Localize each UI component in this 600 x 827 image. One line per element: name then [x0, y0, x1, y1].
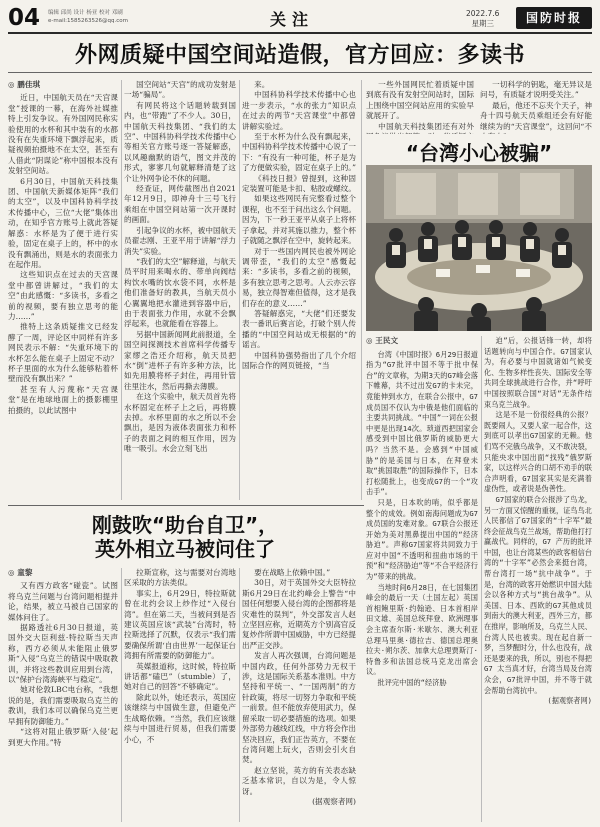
- paragraph: 事实上，6月29日，特拉斯就曾在北约会议上炒作过“入侵台湾”。但在第二天，当被问到是否建议英国应该“武装”台湾时，特拉斯选择了沉默，仅表示“我们需要确保所谓‘自由世界’一起保证台湾拥有所需要的防御能力”。: [124, 588, 236, 661]
- paragraph: 除此以外，她还表示，英国应该继续与中国做生意，但避免产生战略依赖。“当然，我们应该继续与中国进行贸易，但我们需要小心，不: [124, 692, 236, 744]
- editor-line: 编辑 邱尚 设计 杨亚 校对 邓刷: [48, 10, 123, 16]
- article1-column-3: [242, 80, 356, 500]
- paragraph: 要在战略上依赖中国。”: [254, 568, 331, 577]
- column-divider: [239, 568, 240, 822]
- paragraph: 最后，他还不忘夹个天子，神舟十四号航天员乘组还会有好能继续为的“天宫课堂”，这回问“不: [480, 100, 592, 131]
- article1-col5-body: [480, 80, 592, 134]
- paragraph: 这是不是一份很经典的公报？既要闹人，又要人家一起合作，这到底可以孝出G7国家的无赖。他们骂不完俄乌战争，又不敢决裂，只能央求中国出面“找残”俄罗斯家，以这样兴合的口胡不劝手的联合声明看，G7国家其实是充满着虚伪性，或者说是伪善性。: [484, 410, 592, 494]
- article3-col3-body: [242, 568, 356, 797]
- issue-date: 2022.7.6: [466, 9, 500, 18]
- article3-headline: [10, 513, 360, 561]
- article2-right-body: [484, 336, 592, 696]
- paragraph: “我们的太空”解释道，与航天员平时用来喝水的、带单向阀结构饮水嘴的饮水袋不同，水杯是他们准备好的教具，当航天员小心翼翼地把水灌进到容器中后，由于表面张力作用，水就不会飘浮起来，也就能看在容器上。: [124, 256, 236, 329]
- g7-summit-photo: [366, 165, 592, 331]
- paragraph: 对于一些国内网民也被外网论调带歪，“我们的太空”感慨起来：“多读书，多看之前的视频，多有独立思考之思考。人云亦云容易，独立得智难但值得，这才是我们存在的意义……”: [242, 246, 356, 308]
- paragraph: 近日，中国航天员在“天宫课堂”授课的一幕，在海外社媒推特上引发争议。有外国网民称实验使用的水杯和其中装有的水都没有在失重环境下飘浮起来，质疑视频拍摄地不在太空，甚至有人借此“阴谋论”称中国根本没有发射空间站。: [8, 93, 118, 176]
- paragraph: 答疑解惑完，“大佬”们还要发表一番讯后赛言论，打破个别人传播的“中国空间站成无根据的“的谣言。: [242, 308, 356, 350]
- article1-col1-body: [8, 93, 118, 416]
- article1-col2-body: [124, 80, 236, 455]
- paragraph: 6月30日，中国航天科技集团、中国航天新媒体矩阵“我们的太空”，以及中国科协科学技术传播中心，三位“大佬”集体出动，在知乎官方账号上就此答疑解惑：水杯是为了便于进行实验，固定在桌子上的，杯中的水没有飘涌出，则是水的表面张力在起作用。: [8, 176, 118, 269]
- paragraph: 中国航天科技集团还有对外: [378, 121, 474, 131]
- paragraph: 《科技日报》曾提到，这种固定装置可能是卡扣、粘胶或螺纹。: [242, 173, 356, 194]
- article3-col2-body: [124, 568, 236, 745]
- article3-column-1: [8, 568, 118, 822]
- article-divider: [8, 505, 364, 506]
- article1-col3-body: [242, 80, 356, 371]
- article1-column-2: [124, 80, 236, 500]
- article3-col1-body: [8, 581, 118, 748]
- issue-date-block: [466, 9, 499, 29]
- paragraph: 据路透社6月30日报道，英国外交大臣利兹·特拉斯当天声称，西方必须从未能阻止俄罗斯“入侵”乌克兰的错误中吸取教训，并将这些教训应用到台湾，以“保护台湾海峡平与稳定”。: [8, 623, 118, 685]
- paragraph: 国空间站“天宫”的成功发射是一场“骗局”。: [124, 80, 236, 100]
- paragraph: 批评完中国的“经济胁: [377, 678, 447, 687]
- paragraph: 推特上这条质疑推文已经发酵了一周，评论区中同样有许多网民表示不解：“失重环境下的水杯怎么能在桌子上固定不动？杯子里面的水为什么能够粘着杯壁而没有飘出来？”: [8, 322, 118, 384]
- article3-headline-line1: 刚鼓吹“助台自卫”，: [91, 513, 279, 537]
- paragraph: 来。: [254, 80, 270, 89]
- article1-headline: 外网质疑中国空间站造假，官方回应：多读书: [74, 43, 525, 68]
- paragraph: 在这个实验中，航天员首先将水杯固定在杯子上之后，再将膜去掉。水杯里面的水之所以不会飘出，是因为液体表面张力和杯子的表面之间的相互作用，因为唯一吸引。水会立刻飞出: [124, 392, 236, 454]
- paragraph: 迫”后，公报话锋一转，却将话题转向与中国合作。G7国家认为，有必要与中国就诸如气候变化、生物多样性丧失、国际安全等共同全球挑战进行合作，并“呼吁中国按照联合国“对话”无条件结束乌克兰战争。: [484, 336, 592, 409]
- headline-divider: [8, 72, 592, 73]
- paragraph: 拉斯宣称，这与需要对台湾地区采取的方法类似。: [124, 568, 236, 588]
- article1-column-4: [366, 80, 474, 134]
- column-divider: [481, 336, 482, 822]
- editor-meta: [48, 9, 128, 25]
- masthead: [8, 4, 592, 34]
- article1-column-5: [480, 80, 592, 134]
- paragraph: 又有西方政客“碰瓷”。试图将乌克兰问题与台湾问题相提并论，结果，被立马被自己国家的媒体问住了。: [8, 581, 118, 622]
- paragraph: 一切科学的钥匙，毫无异议是问号，有质疑才说明受关注。”: [480, 80, 592, 100]
- article2-column-left: [366, 336, 478, 822]
- article1-column-1: [8, 80, 118, 500]
- paragraph: 发言人再次强调，台湾问题是中国内政，任何外部势力无权干涉，这是国际关系基本准则。中方坚持和平统一、“一国两制”的方针政策，将尽一切努力争取和平统一前景。但不能放弃使用武力，保留采取一切必要措施的选项。如果外部势力越线红线，中方将会作出坚决回应，我们正告英方，不要在台湾问题上玩火，否则会引火自焚。: [242, 651, 356, 765]
- paragraph: 另据中国新闻网此前报道，全国空间探测技术首席科学传播专家缪之浩还介绍称，航天员把水“倒”进杯子有许多种方法，比如先用膜将杯子封住，再用针管往里注水，然后再撕去薄膜。: [124, 329, 236, 391]
- article3-source: (据观察者网): [312, 796, 356, 806]
- article2-source: (据观察者网): [547, 696, 592, 706]
- article2-byline: ◎ 王民文: [366, 336, 399, 345]
- paragraph: 这些知识点在过去的天宫课堂中都曾讲解过，“我们的太空”由此感慨：“多读书，多看之前的视频，要有独立思考的能力……”: [8, 270, 118, 321]
- paragraph: 30日，对于英国外交大臣特拉斯6月29日在北约峰会上警告“中国任何想要入侵台湾的企图都将是灾难性的误判”，外交部发言人赵立坚回应称，近期英方个别高官反复炒作所谓中国威胁，中方已经提出严正交涉。: [242, 578, 356, 650]
- paragraph: 当地时间6月28日，在七国集团峰会的最后一天（土国左起）英国首相鲍里斯·约翰逊、日本首相岸田文雄、美国总统拜登、欧洲理事会主席查尔斯·米歇尔、澳大利亚总理马里奥·德拉吉、德国总理奥拉夫·朔尔茨、加拿大总理贾斯汀·特鲁多和法国总统马克龙出席会议。: [366, 582, 478, 677]
- paragraph: G7国家的联合公报涉了鸟龙，另一方面又惊醒的重视，证鸟鸟北人民都信了G7国家的“十字军”最终会征战鸟克兰战场，帮助他打打赢战代。同样的，G7 产历的批评中国，也让台湾某些的政客相信台湾的“十字军”必然会来挺台湾，帮台湾打一场“抗中战争”。于是，台湾的政客开始燃识中国大陆会以各种方式与“挑台战争”。从美国、日本、西欧的G7其他成员到南大的澳大利亚，西外三方，都在推岸，影响所及，乌克兰人民、台湾人民也被卖。现在起自新一梦，当梦醒时分，什么也没有，战还是要来的我，所以，别也不得把G7 太当真才好，台湾当局及台湾众会，G7批评中国，并不等于就会帮助台湾抗中。: [484, 494, 592, 695]
- column-divider: [361, 80, 362, 500]
- paragraph: 中国科协强势指出了几个介绍国际合作的网页链接，“当: [242, 350, 356, 370]
- paragraph: 有网民将这个话题转载到国内，也“带跑”了不少人。30日，中国航天科技集团、“我们的太空”、中国科协科学技术传播中心等相关官方账号逐一答疑解惑，以风趣幽默的语气，图文并茂的形式，寥寥几句就解释清楚了这个让外网争论不休的问题。: [124, 100, 236, 183]
- paragraph: 至于水杯为什么没有飘起来，中国科协科学技术传播中心说了一下：“有没有一种可能，杯子是为了方便做实验，固定在桌子上的。”: [242, 132, 356, 173]
- paragraph: 她对伦敦LBC电台称，“我想说的是，我们需要吸取乌克兰的教训，我们本可以确保乌克兰更早拥有防御能力。”: [8, 685, 118, 726]
- paragraph: 甚至有人污蔑称“天宫课堂”是在地球地面上的摄影棚里拍摄的，以此试图中: [8, 384, 118, 415]
- column-divider: [121, 568, 122, 822]
- article3-column-3: [242, 568, 356, 822]
- g7-summit-photo-art: [366, 165, 592, 331]
- article2-column-right: [484, 336, 592, 822]
- paragraph: 中国科协科学技术传播中心也进一步表示，“水的张力”知识点在过去的两节“天宫课堂”中都曾讲解实验过。: [242, 90, 356, 131]
- article3-column-2: [124, 568, 236, 822]
- page-number: 04: [8, 5, 41, 31]
- paragraph: 台湾《中国时报》6月29日报道指为“G7批评中国不等于批中保台”的文章称，为期3天的G7峰会落下帷幕，共不过出发G7的卡未完，竟能伸到水方，在联合公报中，G7成员国不仅认为中俄是他们面临的主要共同挑战。“中国”一词在公报中更是出现14次。琐道西把国家会感受到中国比俄罗斯的威胁更大吗？当然不是。会感到“中国威胁”的是美国与日本，在拜登未取“挑国取胜”的国际操作下，日本打松随批上，也变成G7的一个“攻击手”。: [366, 349, 478, 497]
- article1-byline: ◎ 鹏佳琪: [8, 80, 41, 89]
- paragraph: 赵立坚说，英方的有关表态缺乏基本常识，自以为是，令人惊讶。: [242, 765, 356, 796]
- newspaper-logo: 国防时报: [516, 7, 592, 29]
- article3-byline: ◎ 童黎: [8, 568, 33, 577]
- paragraph: 如果这些网民有完整看过整个课程，也不至于问出这么个问题。因为，下一秒王亚平从桌子上将杯子拿起，并对其施以推力，整个杯子就随之飘浮在空中，旋转起来。: [242, 194, 356, 246]
- article2-headline: “台湾小心被骗”: [405, 141, 553, 165]
- paragraph: 引起争议的水杯，被中国航天员翟志刚、王亚平用于讲解“浮力消失”实验。: [124, 225, 236, 256]
- paragraph: 一些外国网民忙着质疑中国到底有没有发射空间站时，国际上围绕中国空间站应用的实验早就展开了。: [366, 80, 474, 121]
- paragraph: 只是，日本吹的哨，似乎都是整个的成效。例如南海问题成为G7成员国的发难对象。G7联合公报还开始为美对黑鼻提出中国的“经济胁迫”。声称G7国家将共同致力于应对中国“不透明和扭曲市场的干预”和“经济胁迫”等“不合平经济行为”带来的挑战。: [366, 497, 478, 582]
- paragraph: 经查证，网传截图出自2021年12月9日，即神舟十三号飞行乘组在中国空间站第一次开课时的画面。: [124, 184, 236, 225]
- paragraph: 英媒报道称，这时候，特拉斯讲话都“磕巴”（stumble）了，她对自己的回答“不够确定”。: [124, 661, 236, 692]
- article2-left-body: [366, 350, 478, 689]
- editor-email: e-mail:1585263526@qq.com: [48, 18, 128, 24]
- article3-headline-line2: 英外相立马被问住了: [95, 537, 275, 561]
- column-divider: [239, 80, 240, 500]
- paragraph: “这将对阻止俄罗斯‘入侵’起到更大作用。”特: [8, 727, 118, 747]
- column-divider: [121, 80, 122, 500]
- section-title: 关注: [270, 10, 315, 29]
- issue-weekday: 星期三: [471, 19, 494, 28]
- article1-col4-body: [366, 80, 474, 134]
